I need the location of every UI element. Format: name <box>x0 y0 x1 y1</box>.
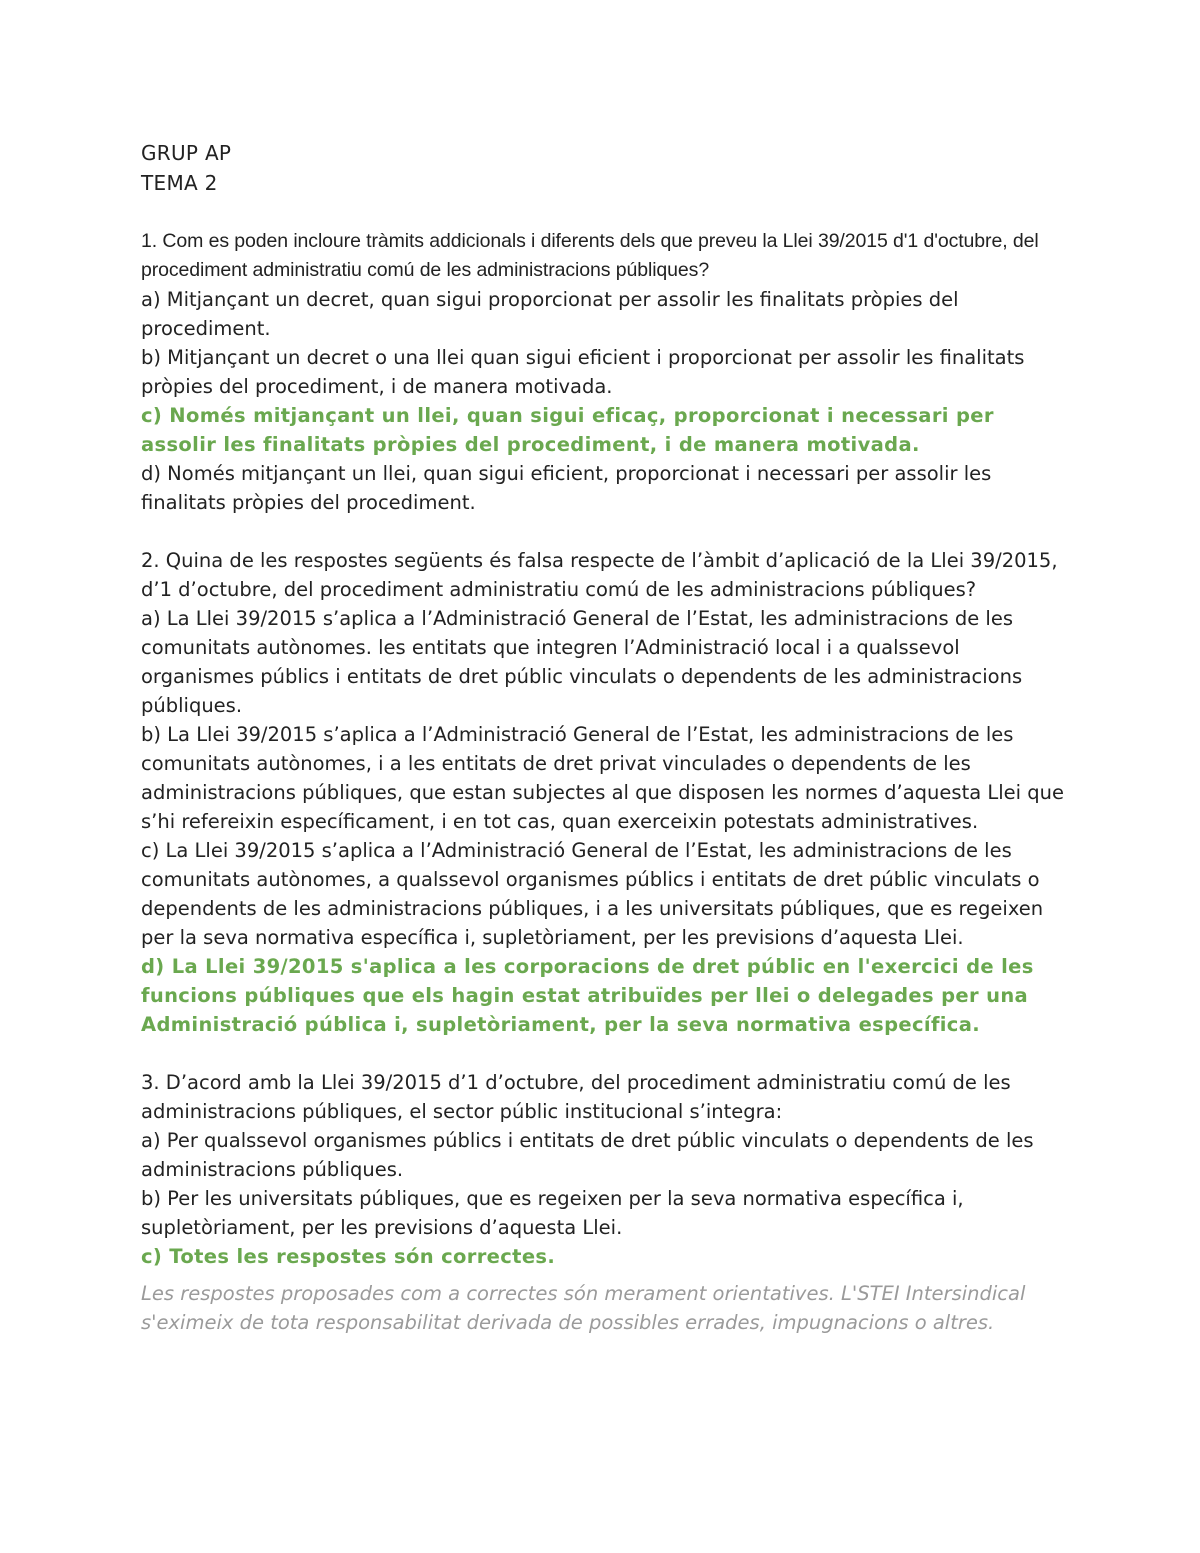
option-d-correct: d) La Llei 39/2015 s'aplica a les corporacions de dret públic en l'exercici de les funcions públiques que els hagin estat atribuïdes per llei o delegades per una Administració pública i, supletòriament, per la seva normativa específica. <box>141 955 1034 1036</box>
question-3 <box>141 1068 1066 1271</box>
option-d: d) Només mitjançant un llei, quan sigui eficient, proporcionat i necessari per assolir les finalitats pròpies del procediment. <box>141 462 992 514</box>
spacer <box>141 198 1066 227</box>
option-a: a) Per qualssevol organismes públics i entitats de dret públic vinculats o dependents de les administracions públiques. <box>141 1129 1034 1181</box>
question-text: 2. Quina de les respostes següents és falsa respecte de l’àmbit d’aplicació de la Llei 39/2015, d’1 d’octubre, del procediment administratiu comú de les administracions públiques? <box>141 549 1058 601</box>
question-2 <box>141 546 1066 1039</box>
question-text: 3. D’acord amb la Llei 39/2015 d’1 d’octubre, del procediment administratiu comú de les administracions públiques, el sector públic institucional s’integra: <box>141 1071 1011 1123</box>
disclaimer-note: Les respostes proposades com a correctes són merament orientatives. L'STEI Intersindical s'eximeix de tota responsabilitat derivada de possibles errades, impugnacions o altres. <box>141 1282 1026 1334</box>
option-a: a) La Llei 39/2015 s’aplica a l’Administració General de l’Estat, les administracions de les comunitats autònomes. les entitats que integren l’Administració local i a qualssevol organismes públics i entitats de dret públic vinculats o dependents de les administracions públiques. <box>141 607 1023 717</box>
document-page <box>141 138 1066 1357</box>
option-c: c) La Llei 39/2015 s’aplica a l’Administració General de l’Estat, les administracions de les comunitats autònomes, a qualssevol organismes públics i entitats de dret públic vinculats o dependents de les administracions públiques, i a les universitats públiques, que es regeixen per la seva normativa específica i, supletòriament, per les previsions d’aquesta Llei. <box>141 839 1044 949</box>
option-c-correct: c) Només mitjançant un llei, quan sigui eficaç, proporcionat i necessari per assolir les finalitats pròpies del procediment, i de manera motivada. <box>141 404 994 456</box>
option-c-correct: c) Totes les respostes són correctes. <box>141 1245 556 1268</box>
option-b: b) Mitjançant un decret o una llei quan sigui eficient i proporcionat per assolir les finalitats pròpies del procediment, i de manera motivada. <box>141 346 1025 398</box>
option-b: b) La Llei 39/2015 s’aplica a l’Administració General de l’Estat, les administracions de les comunitats autònomes, i a les entitats de dret privat vinculades o dependents de les administracions públiques, que estan subjectes al que disposen les normes d’aquesta Llei que s’hi refereixin específicament, i en tot cas, quan exerceixin potestats administratives. <box>141 723 1064 833</box>
topic-heading: TEMA 2 <box>141 171 218 195</box>
option-b: b) Per les universitats públiques, que es regeixen per la seva normativa específica i, supletòriament, per les previsions d’aquesta Llei. <box>141 1187 964 1239</box>
question-text: 1. Com es poden incloure tràmits addicionals i diferents dels que preveu la Llei 39/2015 d'1 d'octubre, del procediment administratiu comú de les administracions públiques? <box>141 230 1039 281</box>
option-a: a) Mitjançant un decret, quan sigui proporcionat per assolir les finalitats pròpies del procediment. <box>141 288 959 340</box>
spacer <box>141 517 1066 546</box>
spacer <box>141 1039 1066 1068</box>
group-heading: GRUP AP <box>141 141 232 165</box>
question-1 <box>141 227 1066 517</box>
